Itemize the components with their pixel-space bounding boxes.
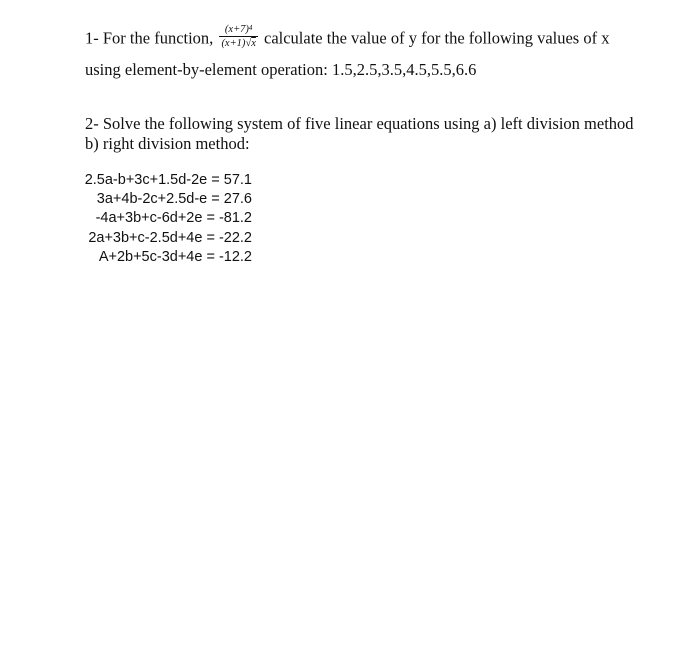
question-1-line-1 bbox=[85, 24, 610, 52]
equation-5: A+2b+5c-3d+4e = -12.2 bbox=[98, 249, 252, 265]
fraction-numerator: $(x+7)^4$ bbox=[219, 24, 257, 37]
equation-1: 2.5a-b+3c+1.5d-2e = 57.1 bbox=[84, 172, 252, 188]
question-2-line-2: b) right division method: bbox=[85, 134, 250, 153]
equation-2: 3a+4b-2c+2.5d-e = 27.6 bbox=[96, 191, 252, 207]
sqrt-icon: √ bbox=[245, 38, 252, 49]
equation-3: -4a+3b+c-6d+2e = -81.2 bbox=[95, 210, 252, 226]
fraction-denominator: (x+1)√x bbox=[221, 38, 256, 49]
question-2-line-1: 2- Solve the following system of five linear equations using a) left division method bbox=[85, 114, 634, 133]
question-1-suffix: calculate the value of y for the following values of x bbox=[264, 28, 610, 48]
function-fraction bbox=[219, 24, 257, 49]
question-1-prefix: 1- For the function, bbox=[85, 28, 214, 48]
question-1-line-2: using element-by-element operation: 1.5,2.5,3.5,4.5,5.5,6.6 bbox=[85, 60, 477, 79]
equation-4: 2a+3b+c-2.5d+4e = -22.2 bbox=[88, 230, 252, 246]
